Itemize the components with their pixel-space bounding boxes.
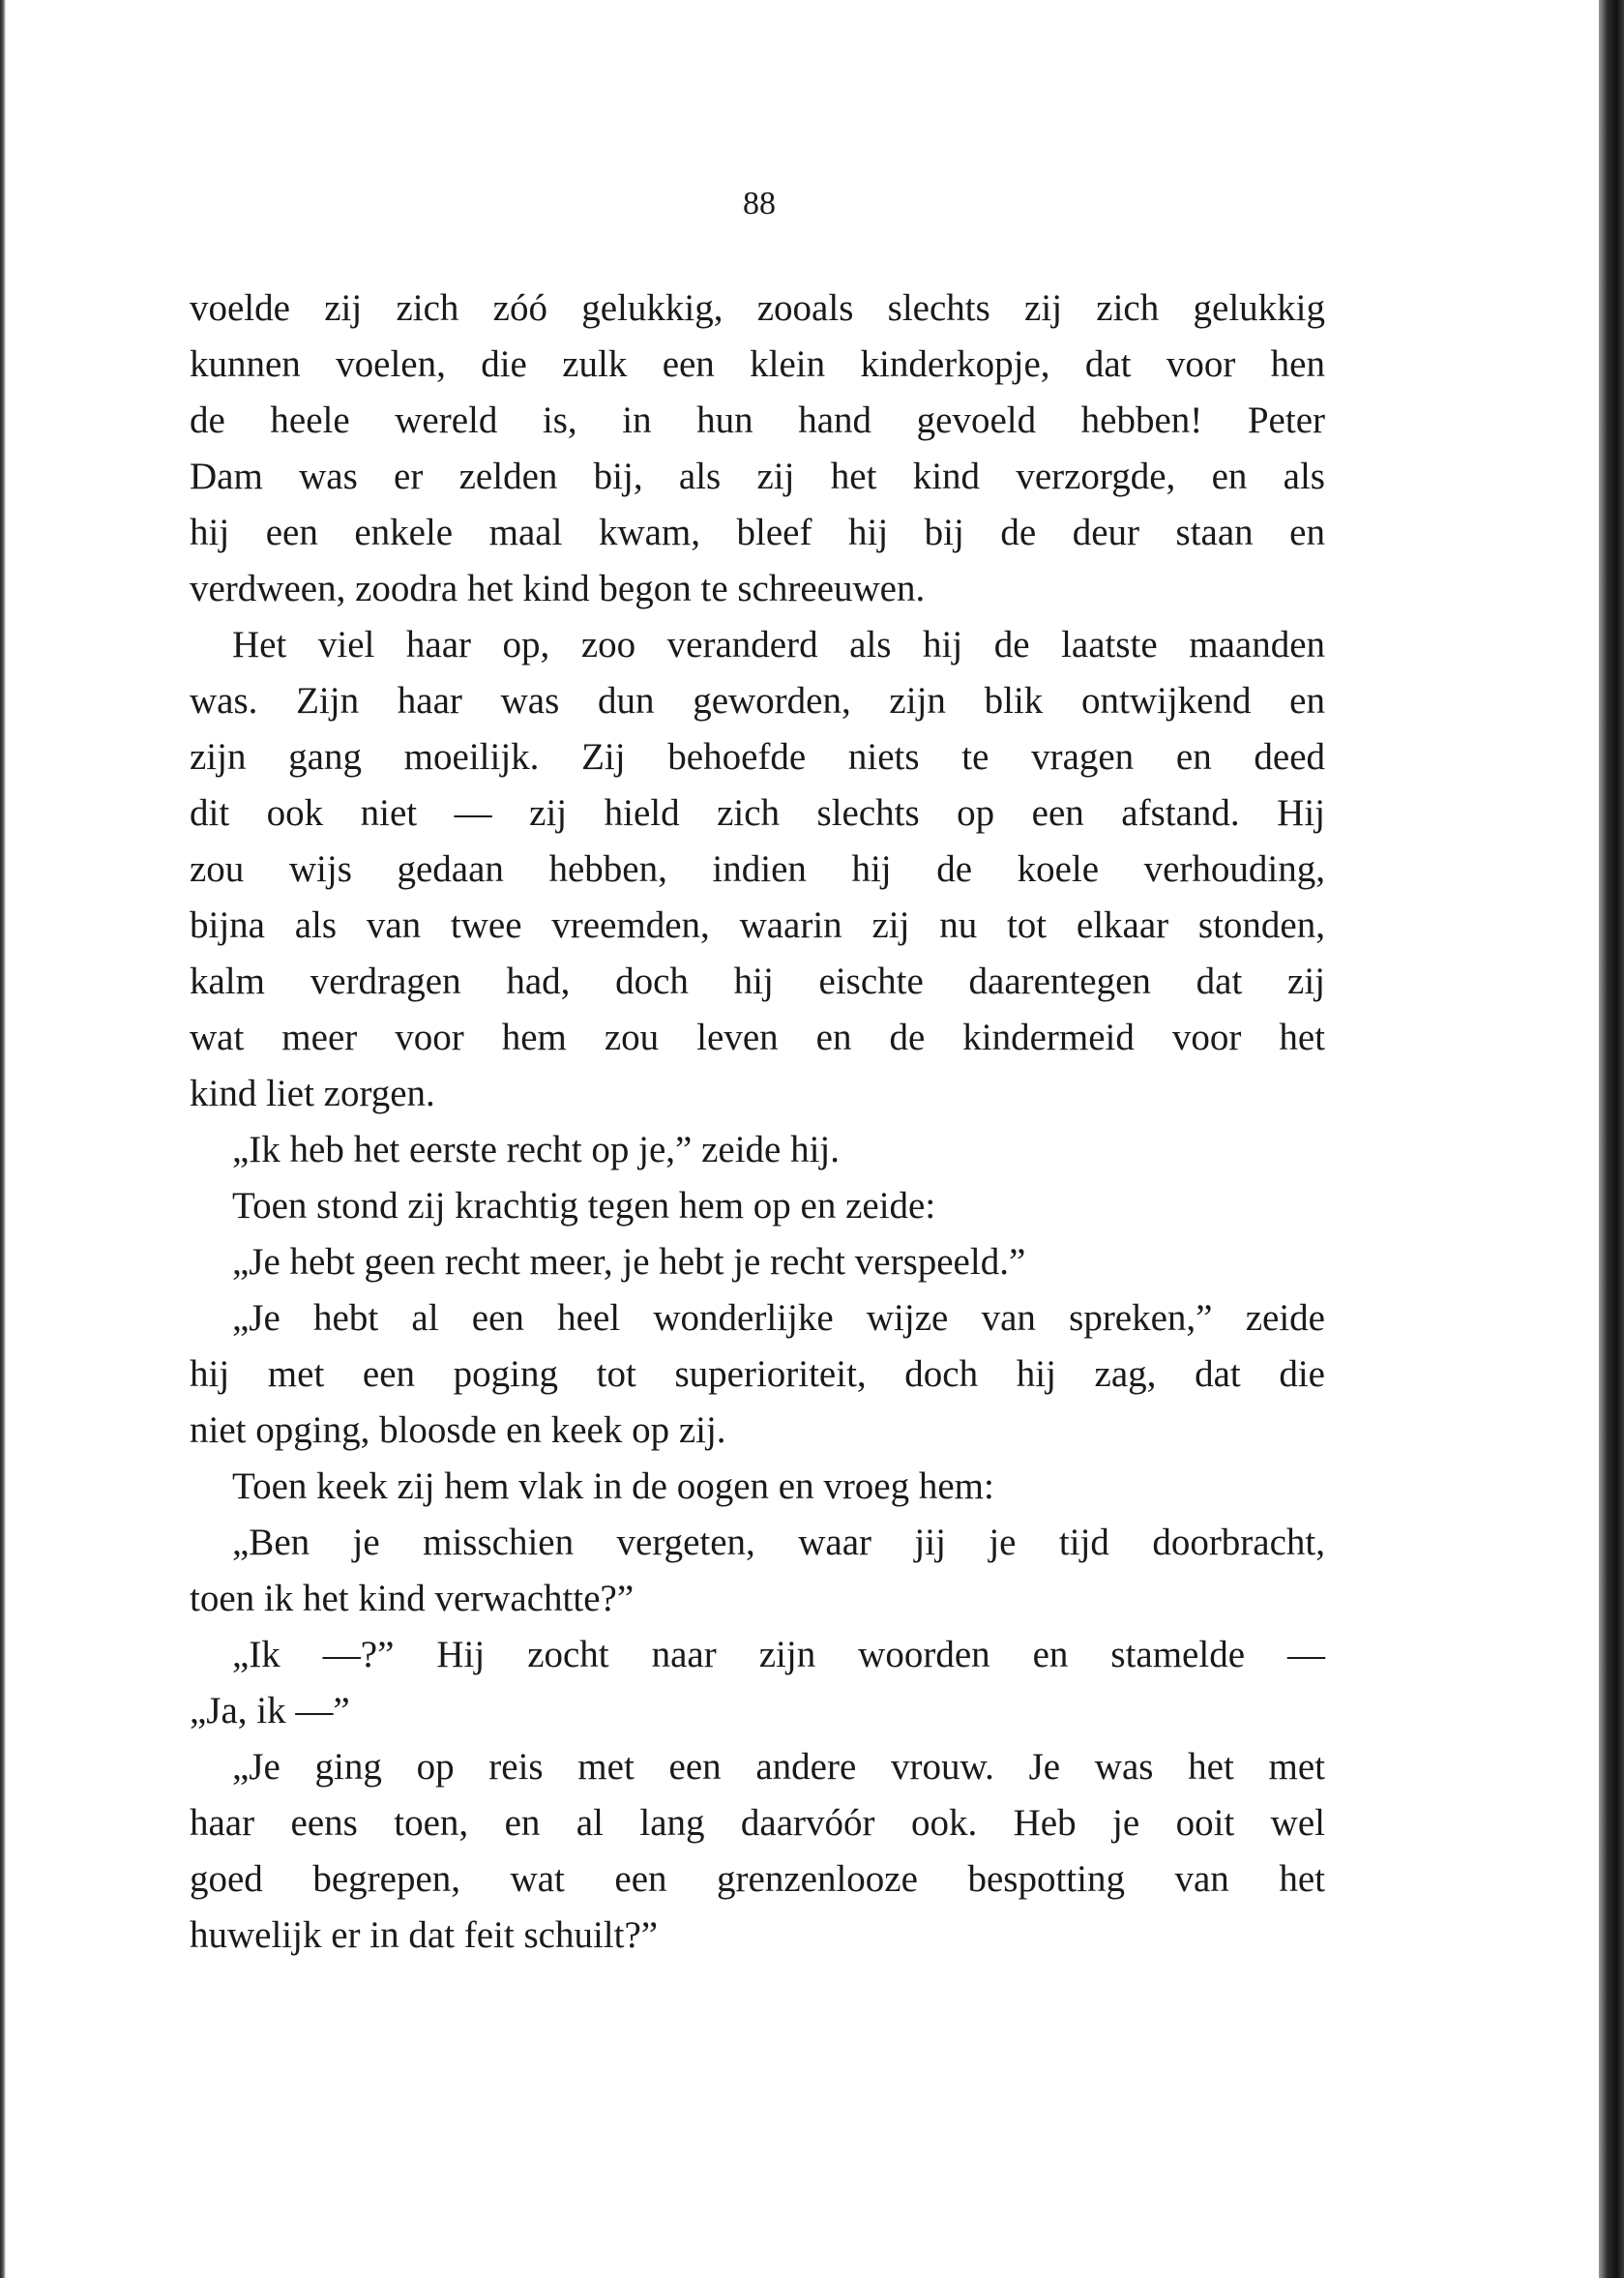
- text-line: hij een enkele maal kwam, bleef hij bij de deur staan en: [190, 512, 1325, 553]
- text-line: verdween, zoodra het kind begon te schreeuwen.: [190, 568, 926, 609]
- body-text: [190, 281, 1325, 1964]
- text-line: goed begrepen, wat een grenzenlooze bespotting van het: [190, 1858, 1325, 1900]
- text-line: haar eens toen, en al lang daarvóór ook. Heb je ooit wel: [190, 1802, 1325, 1844]
- text-line: niet opging, bloosde en keek op zij.: [190, 1409, 726, 1451]
- text-line: was. Zijn haar was dun geworden, zijn blik ontwijkend en: [190, 680, 1325, 722]
- scan-edge-right: [1599, 0, 1624, 2278]
- text-line: toen ik het kind verwachtte?”: [190, 1578, 635, 1619]
- text-line: Dam was er zelden bij, als zij het kind verzorgde, en als: [190, 456, 1325, 497]
- text-line: de heele wereld is, in hun hand gevoeld hebben! Peter: [190, 399, 1325, 441]
- text-line: hij met een poging tot superioriteit, doch hij zag, dat die: [190, 1353, 1325, 1395]
- text-line: zijn gang moeilijk. Zij behoefde niets te vragen en deed: [190, 736, 1325, 778]
- text-line: kalm verdragen had, doch hij eischte daarentegen dat zij: [190, 961, 1325, 1002]
- text-line: „Je ging op reis met een andere vrouw. Je was het met: [232, 1746, 1325, 1788]
- text-line: „Je hebt geen recht meer, je hebt je recht verspeeld.”: [232, 1241, 1026, 1283]
- text-line: Het viel haar op, zoo veranderd als hij de laatste maanden: [232, 624, 1325, 666]
- text-line: dit ook niet — zij hield zich slechts op een afstand. Hij: [190, 792, 1325, 834]
- text-line: huwelijk er in dat feit schuilt?”: [190, 1914, 659, 1956]
- text-line: „Ben je misschien vergeten, waar jij je tijd doorbracht,: [232, 1522, 1325, 1563]
- text-line: zou wijs gedaan hebben, indien hij de koele verhouding,: [190, 848, 1325, 890]
- text-line: kunnen voelen, die zulk een klein kinderkopje, dat voor hen: [190, 343, 1325, 385]
- text-line: „Ik —?” Hij zocht naar zijn woorden en stamelde —: [232, 1634, 1325, 1675]
- scan-edge-left: [0, 0, 6, 2278]
- text-line: voelde zij zich zóó gelukkig, zooals slechts zij zich gelukkig: [190, 287, 1325, 329]
- text-line: kind liet zorgen.: [190, 1073, 435, 1114]
- page-number: 88: [743, 186, 776, 222]
- text-line: wat meer voor hem zou leven en de kindermeid voor het: [190, 1017, 1325, 1058]
- text-line: „Ja, ik —”: [190, 1690, 350, 1731]
- text-line: „Je hebt al een heel wonderlijke wijze van spreken,” zeide: [232, 1297, 1325, 1339]
- text-line: „Ik heb het eerste recht op je,” zeide hij.: [232, 1129, 841, 1170]
- text-line: Toen keek zij hem vlak in de oogen en vroeg hem:: [232, 1465, 994, 1507]
- text-line: bijna als van twee vreemden, waarin zij nu tot elkaar stonden,: [190, 904, 1325, 946]
- text-line: Toen stond zij krachtig tegen hem op en zeide:: [232, 1185, 936, 1227]
